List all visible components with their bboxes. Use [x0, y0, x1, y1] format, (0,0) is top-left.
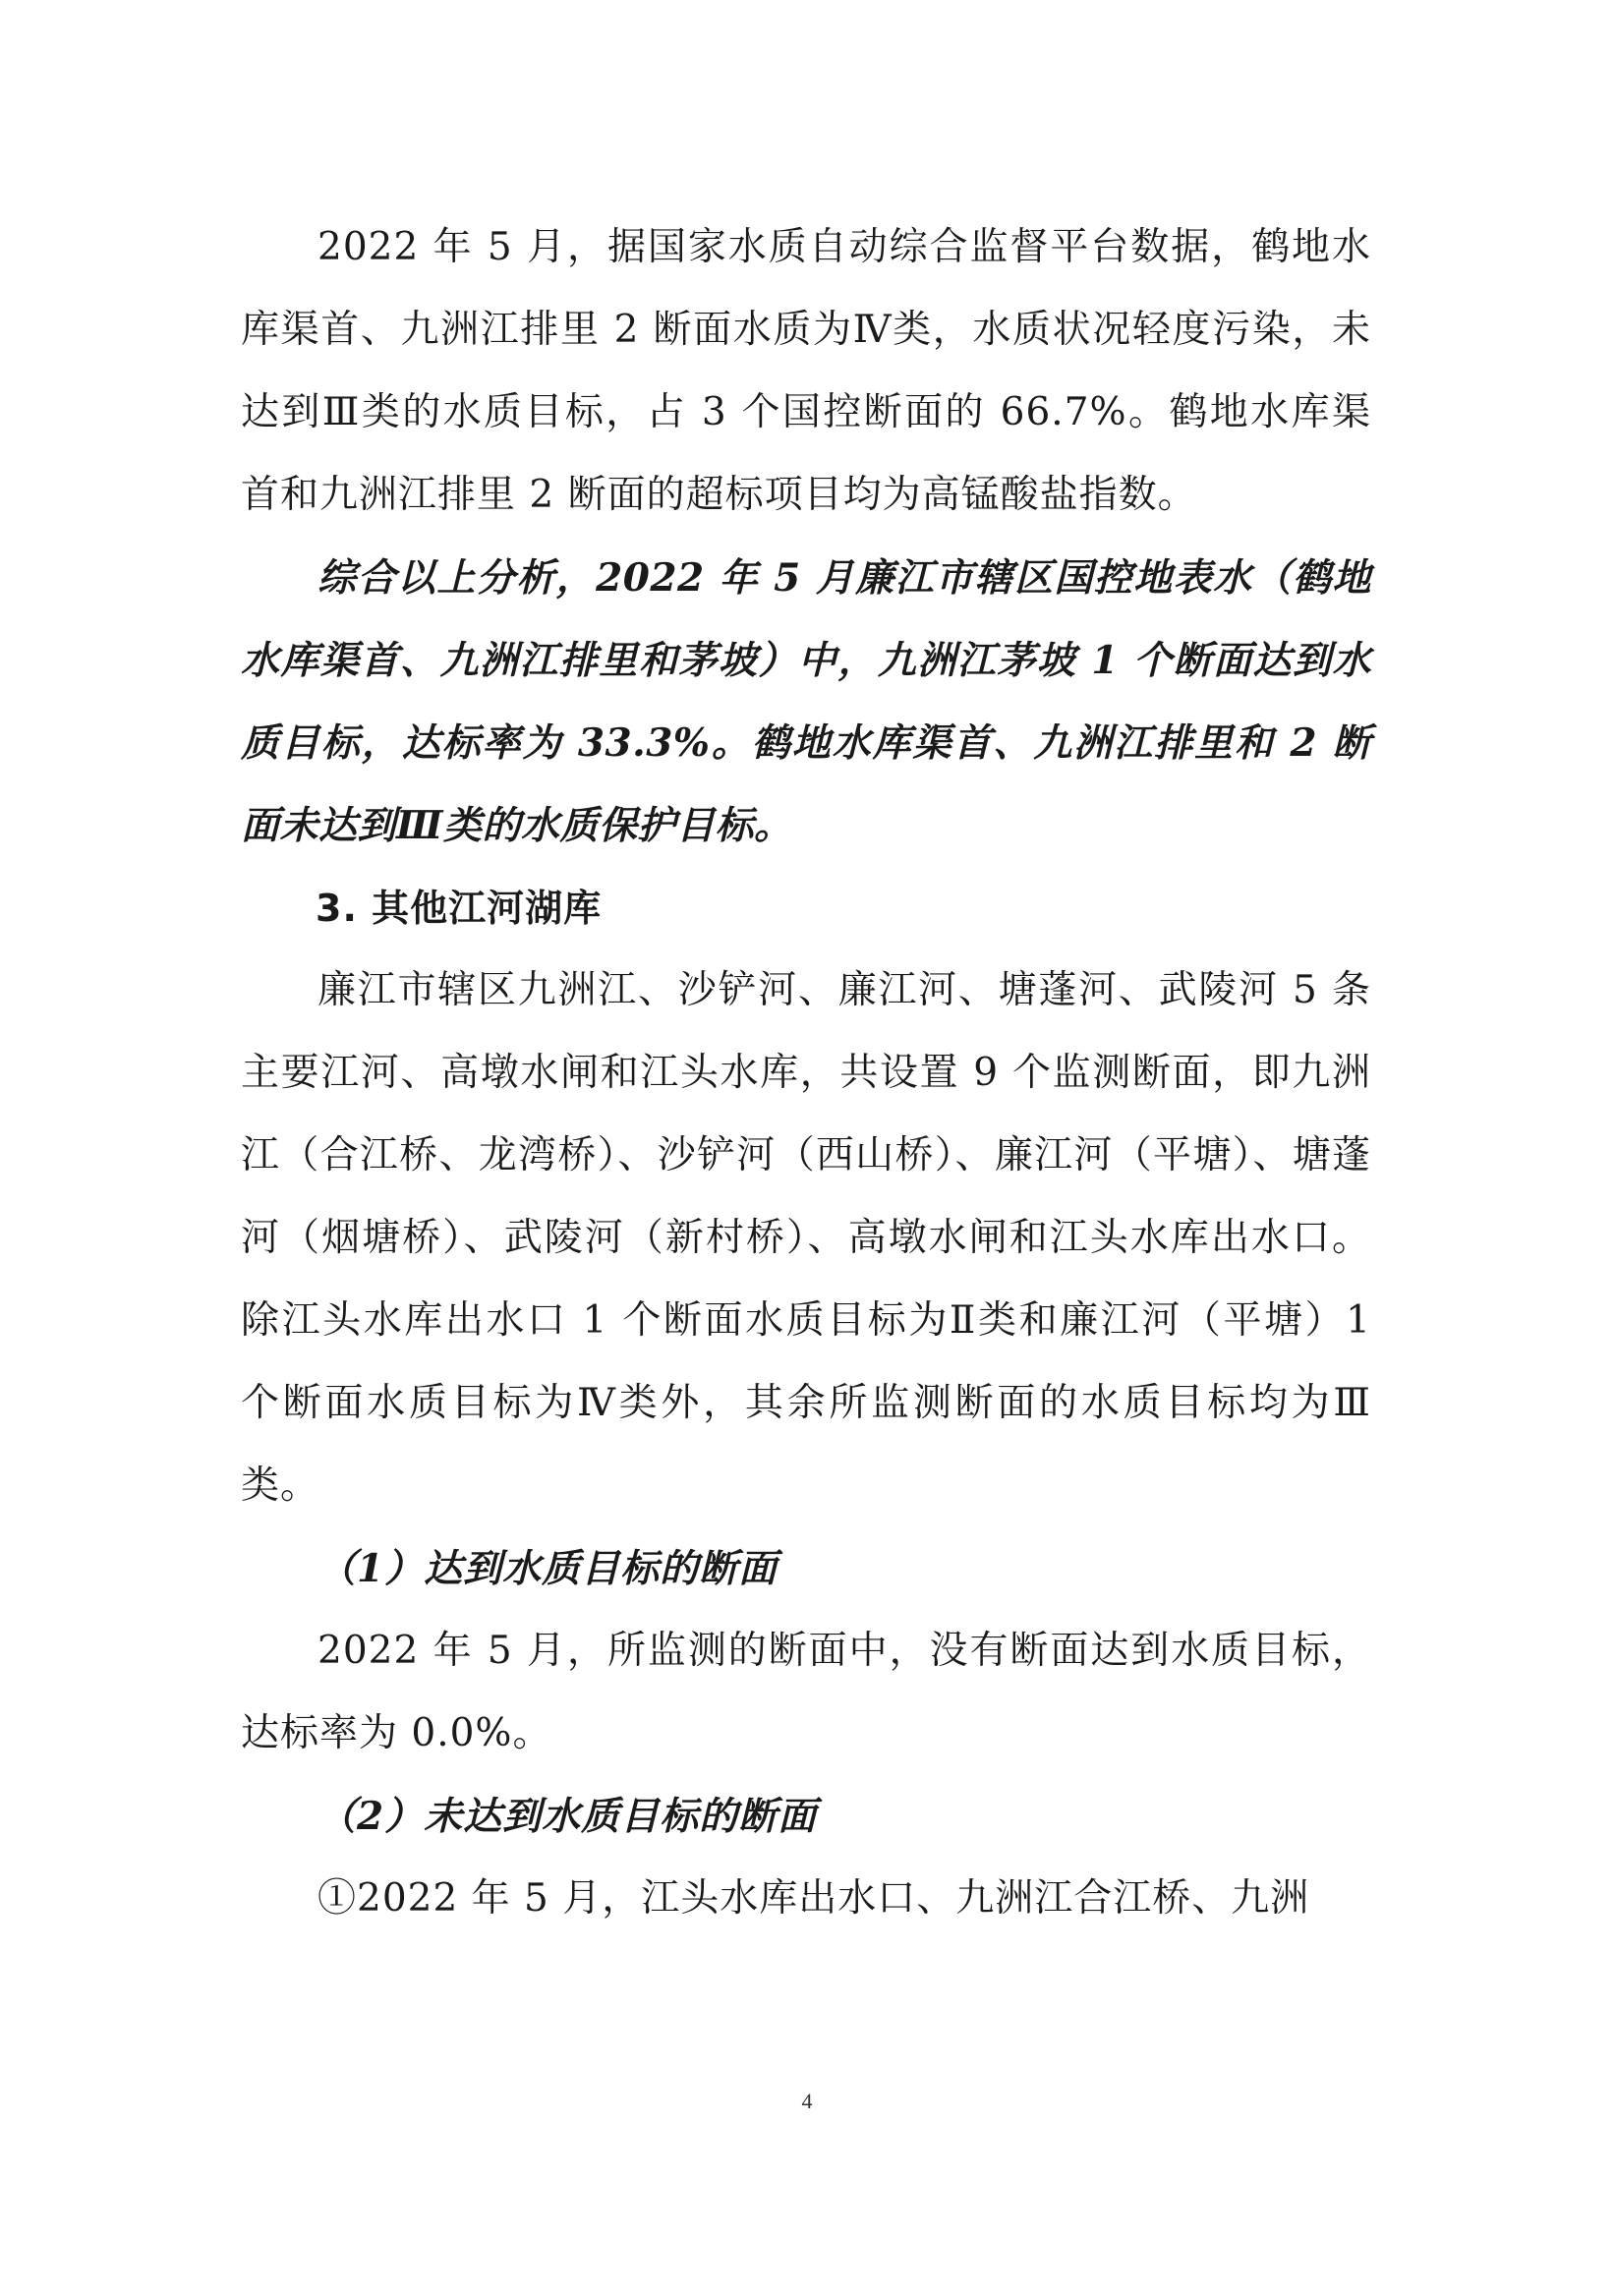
paragraph-monitoring-sections: 廉江市辖区九洲江、沙铲河、廉江河、塘蓬河、武陵河 5 条主要江河、高墩水闸和江头水库，共设置 9 个监测断面，即九洲江（合江桥、龙湾桥）、沙铲河（西山桥）、廉江河（平塘）、塘蓬河（烟塘桥）、武陵河（新村桥）、高墩水闸和江头水库出水口。除江头水库出水口 1 个断面水质目标为Ⅱ类和廉江河（平塘）1 个断面水质目标为Ⅳ类外，其余所监测断面的水质目标均为Ⅲ类。 — [241, 968, 1371, 1508]
document-body — [241, 206, 1371, 1940]
subheading-meeting-target: （1）达到水质目标的断面 — [317, 1546, 778, 1591]
section-heading-other-rivers: 3. 其他江河湖库 — [316, 887, 603, 930]
paragraph-national-sections: 2022 年 5 月，据国家水质自动综合监督平台数据，鹤地水库渠首、九洲江排里 2 断面水质为Ⅳ类，水质状况轻度污染，未达到Ⅲ类的水质目标，占 3 个国控断面的 66.7%。鹤地水库渠首和九洲江排里 2 断面的超标项目均为高锰酸盐指数。 — [241, 225, 1371, 517]
paragraph-not-meeting-target: ①2022 年 5 月，江头水库出水口、九洲江合江桥、九洲 — [317, 1876, 1310, 1921]
subheading-not-meeting-target: （2）未达到水质目标的断面 — [317, 1794, 818, 1839]
paragraph-meeting-target: 2022 年 5 月，所监测的断面中，没有断面达到水质目标，达标率为 0.0%。 — [241, 1629, 1371, 1755]
page-number: 4 — [801, 2089, 813, 2113]
paragraph-summary: 综合以上分析，2022 年 5 月廉江市辖区国控地表水（鹤地水库渠首、九洲江排里和茅坡）中，九洲江茅坡 1 个断面达到水质目标，达标率为 33.3%。鹤地水库渠首、九洲江排里和 2 断面未达到Ⅲ类的水质保护目标。 — [241, 555, 1371, 848]
